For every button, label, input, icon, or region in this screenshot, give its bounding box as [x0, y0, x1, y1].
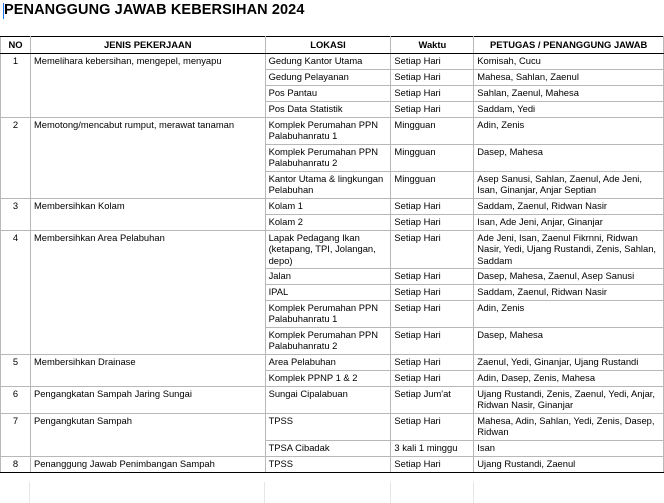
cell-lokasi[interactable]: Lapak Pedagang Ikan (ketapang, TPI, Jolangan, depo)	[265, 231, 391, 269]
cell-jenis-pekerjaan[interactable]: Penanggung Jawab Penimbangan Sampah	[30, 457, 265, 473]
cell-lokasi[interactable]: Gedung Pelayanan	[265, 70, 391, 86]
cell-jenis-pekerjaan[interactable]: Memotong/mencabut rumput, merawat tanaman	[30, 118, 265, 145]
table-row	[1, 199, 664, 215]
cell-waktu[interactable]: Mingguan	[391, 118, 474, 145]
cell-lokasi[interactable]: Kolam 1	[265, 199, 391, 215]
cell-no[interactable]	[1, 285, 31, 301]
cell-waktu[interactable]: Setiap Hari	[391, 70, 474, 86]
cell-petugas[interactable]: Mahesa, Sahlan, Zaenul	[474, 70, 664, 86]
cell-jenis-pekerjaan[interactable]: Memelihara kebersihan, mengepel, menyapu	[30, 54, 265, 70]
table-row	[1, 355, 664, 371]
cell-no[interactable]: 4	[1, 231, 31, 269]
cell-petugas[interactable]: Sahlan, Zaenul, Mahesa	[474, 86, 664, 102]
table-row	[1, 441, 664, 457]
cell-lokasi[interactable]: Pos Pantau	[265, 86, 391, 102]
cell-jenis-pekerjaan[interactable]	[30, 371, 265, 387]
cell-lokasi[interactable]: Komplek PPNP 1 & 2	[265, 371, 391, 387]
cell-waktu[interactable]: Setiap Hari	[391, 269, 474, 285]
cell-petugas[interactable]: Dasep, Mahesa	[474, 145, 664, 172]
cell-lokasi[interactable]: Komplek Perumahan PPN Palabuhanratu 2	[265, 145, 391, 172]
cell-waktu[interactable]: Setiap Hari	[391, 355, 474, 371]
cell-lokasi[interactable]: TPSS	[265, 414, 391, 441]
cell-lokasi[interactable]: TPSA Cibadak	[265, 441, 391, 457]
cell-petugas[interactable]: Ade Jeni, Isan, Zaenul Fikrnni, Ridwan Nasir, Yedi, Ujang Rustandi, Zenis, Sahlan, Saddam	[474, 231, 664, 269]
cell-no[interactable]: 7	[1, 414, 31, 441]
cleaning-schedule-table	[0, 36, 664, 473]
cell-jenis-pekerjaan[interactable]	[30, 145, 265, 172]
cell-waktu[interactable]: Setiap Hari	[391, 457, 474, 473]
cell-no[interactable]	[1, 215, 31, 231]
cell-petugas[interactable]: Asep Sanusi, Sahlan, Zaenul, Ade Jeni, Isan, Ginanjar, Anjar Septian	[474, 172, 664, 199]
cell-no[interactable]	[1, 269, 31, 285]
cell-waktu[interactable]: Setiap Hari	[391, 199, 474, 215]
cell-waktu[interactable]: Setiap Hari	[391, 285, 474, 301]
table-row	[1, 70, 664, 86]
table-row	[1, 301, 664, 328]
cell-jenis-pekerjaan[interactable]	[30, 269, 265, 285]
cell-no[interactable]: 5	[1, 355, 31, 371]
table-row	[1, 328, 664, 355]
cell-jenis-pekerjaan[interactable]	[30, 301, 265, 328]
cell-no[interactable]	[1, 70, 31, 86]
header-lokasi[interactable]: LOKASI	[265, 37, 391, 54]
cell-jenis-pekerjaan[interactable]	[30, 441, 265, 457]
cell-waktu[interactable]: Setiap Hari	[391, 215, 474, 231]
cell-lokasi[interactable]: Sungai Cipalabuan	[265, 387, 391, 414]
cell-jenis-pekerjaan[interactable]: Membersihkan Drainase	[30, 355, 265, 371]
cell-no[interactable]	[1, 86, 31, 102]
cell-waktu[interactable]: 3 kali 1 minggu	[391, 441, 474, 457]
header-no[interactable]: NO	[1, 37, 31, 54]
header-petugas[interactable]: PETUGAS / PENANGGUNG JAWAB	[474, 37, 664, 54]
cell-waktu[interactable]: Setiap Hari	[391, 301, 474, 328]
cell-lokasi[interactable]: Komplek Perumahan PPN Palabuhanratu 2	[265, 328, 391, 355]
cell-jenis-pekerjaan[interactable]	[30, 70, 265, 86]
cell-petugas[interactable]: Ujang Rustandi, Zenis, Zaenul, Yedi, Anjar, Ridwan Nasir, Ginanjar	[474, 387, 664, 414]
table-row	[1, 54, 664, 70]
cell-petugas[interactable]: Zaenul, Yedi, Ginanjar, Ujang Rustandi	[474, 355, 664, 371]
cell-petugas[interactable]: Komisah, Cucu	[474, 54, 664, 70]
header-waktu[interactable]: Waktu	[391, 37, 474, 54]
cell-lokasi[interactable]: Komplek Perumahan PPN Palabuhanratu 1	[265, 118, 391, 145]
cell-jenis-pekerjaan[interactable]: Pengangkutan Sampah	[30, 414, 265, 441]
table-row	[1, 269, 664, 285]
cell-no[interactable]	[1, 441, 31, 457]
table-row	[1, 145, 664, 172]
cell-jenis-pekerjaan[interactable]	[30, 328, 265, 355]
cell-jenis-pekerjaan[interactable]	[30, 172, 265, 199]
cell-no[interactable]	[1, 102, 31, 118]
cell-waktu[interactable]: Setiap Hari	[391, 414, 474, 441]
header-jenis-pekerjaan[interactable]: JENIS PEKERJAAN	[30, 37, 265, 54]
cell-no[interactable]	[1, 328, 31, 355]
cell-petugas[interactable]: Saddam, Zaenul, Ridwan Nasir	[474, 285, 664, 301]
cell-petugas[interactable]: Saddam, Yedi	[474, 102, 664, 118]
cell-no[interactable]: 1	[1, 54, 31, 70]
table-row	[1, 86, 664, 102]
empty-grid-area	[0, 482, 664, 503]
table-row	[1, 215, 664, 231]
cell-waktu[interactable]: Setiap Hari	[391, 231, 474, 269]
cell-petugas[interactable]: Adin, Zenis	[474, 118, 664, 145]
cell-waktu[interactable]: Setiap Jum'at	[391, 387, 474, 414]
cell-no[interactable]	[1, 371, 31, 387]
cell-petugas[interactable]: Mahesa, Adin, Sahlan, Yedi, Zenis, Dasep, Ridwan	[474, 414, 664, 441]
cell-jenis-pekerjaan[interactable]	[30, 285, 265, 301]
table-row	[1, 285, 664, 301]
table-row	[1, 414, 664, 441]
cell-petugas[interactable]: Isan, Ade Jeni, Anjar, Ginanjar	[474, 215, 664, 231]
cell-petugas[interactable]: Dasep, Mahesa, Zaenul, Asep Sanusi	[474, 269, 664, 285]
cell-waktu[interactable]: Setiap Hari	[391, 86, 474, 102]
cell-petugas[interactable]: Ujang Rustandi, Zaenul	[474, 457, 664, 473]
cell-waktu[interactable]: Mingguan	[391, 145, 474, 172]
cell-lokasi[interactable]: Area Pelabuhan	[265, 355, 391, 371]
cell-jenis-pekerjaan[interactable]	[30, 102, 265, 118]
cell-lokasi[interactable]: Gedung Kantor Utama	[265, 54, 391, 70]
cell-lokasi[interactable]: Kantor Utama & lingkungan Pelabuhan	[265, 172, 391, 199]
table-row	[1, 102, 664, 118]
cell-petugas[interactable]: Adin, Zenis	[474, 301, 664, 328]
cell-jenis-pekerjaan[interactable]: Pengangkatan Sampah Jaring Sungai	[30, 387, 265, 414]
table-row	[1, 172, 664, 199]
cell-lokasi[interactable]: Pos Data Statistik	[265, 102, 391, 118]
cell-lokasi[interactable]: TPSS	[265, 457, 391, 473]
table-row	[1, 118, 664, 145]
cell-no[interactable]: 6	[1, 387, 31, 414]
cell-no[interactable]: 3	[1, 199, 31, 215]
cell-jenis-pekerjaan[interactable]: Membersihkan Kolam	[30, 199, 265, 215]
table-row	[1, 387, 664, 414]
cell-petugas[interactable]: Adin, Dasep, Zenis, Mahesa	[474, 371, 664, 387]
cell-petugas[interactable]: Dasep, Mahesa	[474, 328, 664, 355]
table-row	[1, 231, 664, 269]
header-row	[1, 37, 664, 54]
cell-no[interactable]: 2	[1, 118, 31, 145]
cell-waktu[interactable]: Setiap Hari	[391, 371, 474, 387]
cell-no[interactable]	[1, 145, 31, 172]
cell-waktu[interactable]: Setiap Hari	[391, 328, 474, 355]
cell-waktu[interactable]: Setiap Hari	[391, 54, 474, 70]
cell-petugas[interactable]: Isan	[474, 441, 664, 457]
cell-waktu[interactable]: Setiap Hari	[391, 102, 474, 118]
table-row	[1, 371, 664, 387]
cell-petugas[interactable]: Saddam, Zaenul, Ridwan Nasir	[474, 199, 664, 215]
cell-lokasi[interactable]: IPAL	[265, 285, 391, 301]
cell-jenis-pekerjaan[interactable]	[30, 86, 265, 102]
cell-no[interactable]: 8	[1, 457, 31, 473]
cell-jenis-pekerjaan[interactable]	[30, 215, 265, 231]
sheet-title[interactable]: PENANGGUNG JAWAB KEBERSIHAN 2024	[4, 2, 305, 18]
cell-lokasi[interactable]: Kolam 2	[265, 215, 391, 231]
cell-waktu[interactable]: Mingguan	[391, 172, 474, 199]
cell-lokasi[interactable]: Jalan	[265, 269, 391, 285]
table-row	[1, 457, 664, 473]
cell-lokasi[interactable]: Komplek Perumahan PPN Palabuhanratu 1	[265, 301, 391, 328]
cell-no[interactable]	[1, 301, 31, 328]
cell-no[interactable]	[1, 172, 31, 199]
cell-jenis-pekerjaan[interactable]: Membersihkan Area Pelabuhan	[30, 231, 265, 269]
